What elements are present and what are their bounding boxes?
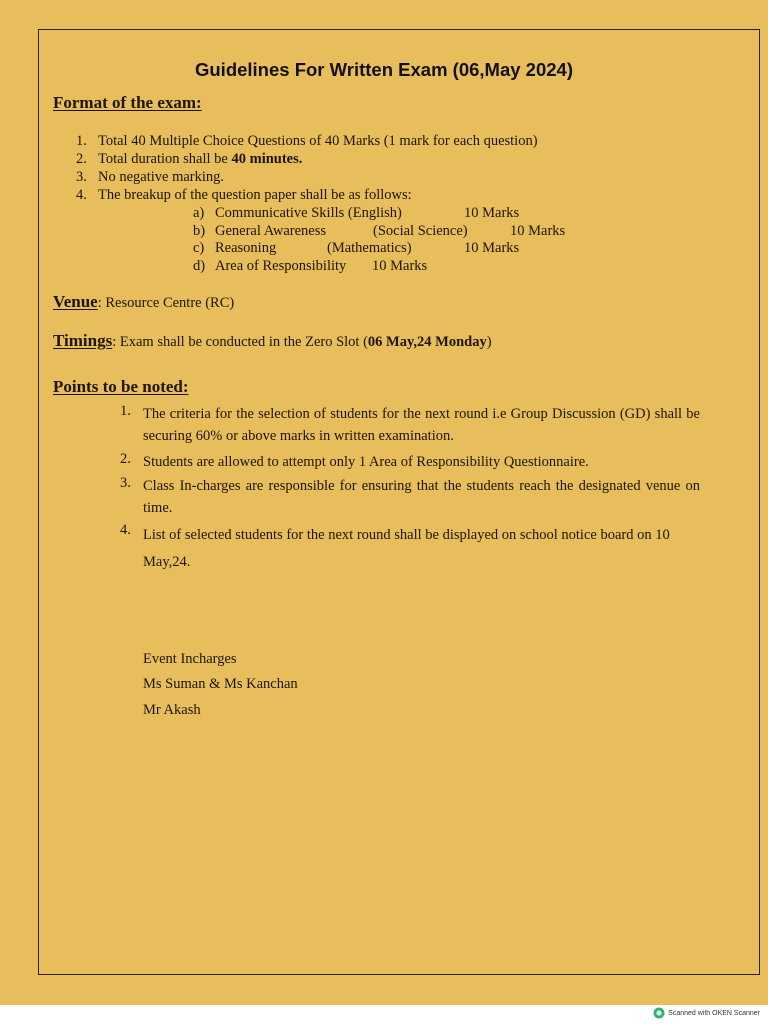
signature-names-2: Mr Akash — [143, 702, 201, 718]
breakup-item-a-subject: Communicative Skills (English) — [215, 205, 402, 221]
signature-title: Event Incharges — [143, 651, 237, 667]
point-2-text: Students are allowed to attempt only 1 Area of Responsibility Questionnaire. — [143, 454, 589, 470]
breakup-item-d-letter: d) — [193, 258, 206, 274]
breakup-item-c-marks: 10 Marks — [464, 240, 520, 256]
document-title: Guidelines For Written Exam (06,May 2024) — [194, 59, 573, 80]
breakup-item-c-letter: c) — [193, 240, 205, 256]
point-1-number: 1. — [120, 403, 131, 419]
breakup-item-c-category: (Mathematics) — [327, 240, 412, 256]
point-4-text: List of selected students for the next round shall be displayed on school notice board on 10 May,24. — [143, 527, 670, 570]
breakup-item-a-letter: a) — [193, 205, 205, 221]
venue-value: : Resource Centre (RC) — [97, 295, 235, 311]
breakup-item-b-marks: 10 Marks — [510, 223, 566, 239]
format-item-3-number: 3. — [76, 169, 87, 185]
venue-label: Venue — [53, 292, 98, 311]
scanner-text: Scanned with OKEN Scanner — [668, 1009, 760, 1017]
breakup-item-a-marks: 10 Marks — [464, 205, 520, 221]
venue-line — [53, 292, 234, 312]
breakup-item-d-subject: Area of Responsibility — [215, 258, 347, 274]
breakup-item-b-letter: b) — [193, 223, 206, 239]
point-1-text: The criteria for the selection of students for the next round i.e Group Discussion (GD) shall be securing 60% or above marks in written examination. — [143, 406, 700, 444]
format-item-2-text — [98, 151, 302, 168]
timings-date: 06 May,24 Monday — [367, 334, 487, 350]
format-item-2-number: 2. — [76, 151, 87, 167]
point-2-number: 2. — [120, 451, 131, 467]
format-item-2-text-regular: Total duration shall be — [98, 151, 232, 167]
timings-label: Timings — [53, 331, 113, 350]
breakup-item-d-marks: 10 Marks — [372, 258, 428, 274]
points-heading: Points to be noted: — [53, 377, 189, 396]
scanner-logo-icon — [653, 1007, 665, 1019]
signature-names-1: Ms Suman & Ms Kanchan — [143, 676, 298, 692]
format-item-3-text: No negative marking. — [98, 169, 225, 185]
scanner-watermark — [653, 1007, 760, 1019]
timings-value: : Exam shall be conducted in the Zero Slot ( — [112, 334, 368, 350]
breakup-item-c-subject: Reasoning — [215, 240, 277, 256]
format-item-2-text-bold: 40 minutes. — [231, 151, 303, 167]
format-heading: Format of the exam: — [53, 93, 202, 112]
timings-close: ) — [486, 334, 492, 350]
point-4-number: 4. — [120, 522, 131, 538]
point-3-number: 3. — [120, 475, 131, 491]
format-item-1-number: 1. — [76, 133, 87, 149]
point-3-text: Class In-charges are responsible for ensuring that the students reach the designated venue on time. — [143, 478, 700, 516]
format-item-4-text: The breakup of the question paper shall be as follows: — [98, 187, 412, 203]
breakup-item-b-category: (Social Science) — [373, 223, 468, 239]
format-item-4-number: 4. — [76, 187, 87, 203]
breakup-item-b-subject: General Awareness — [215, 223, 326, 239]
timings-line — [53, 331, 492, 351]
format-item-1-text: Total 40 Multiple Choice Questions of 40 Marks (1 mark for each question) — [98, 133, 538, 149]
